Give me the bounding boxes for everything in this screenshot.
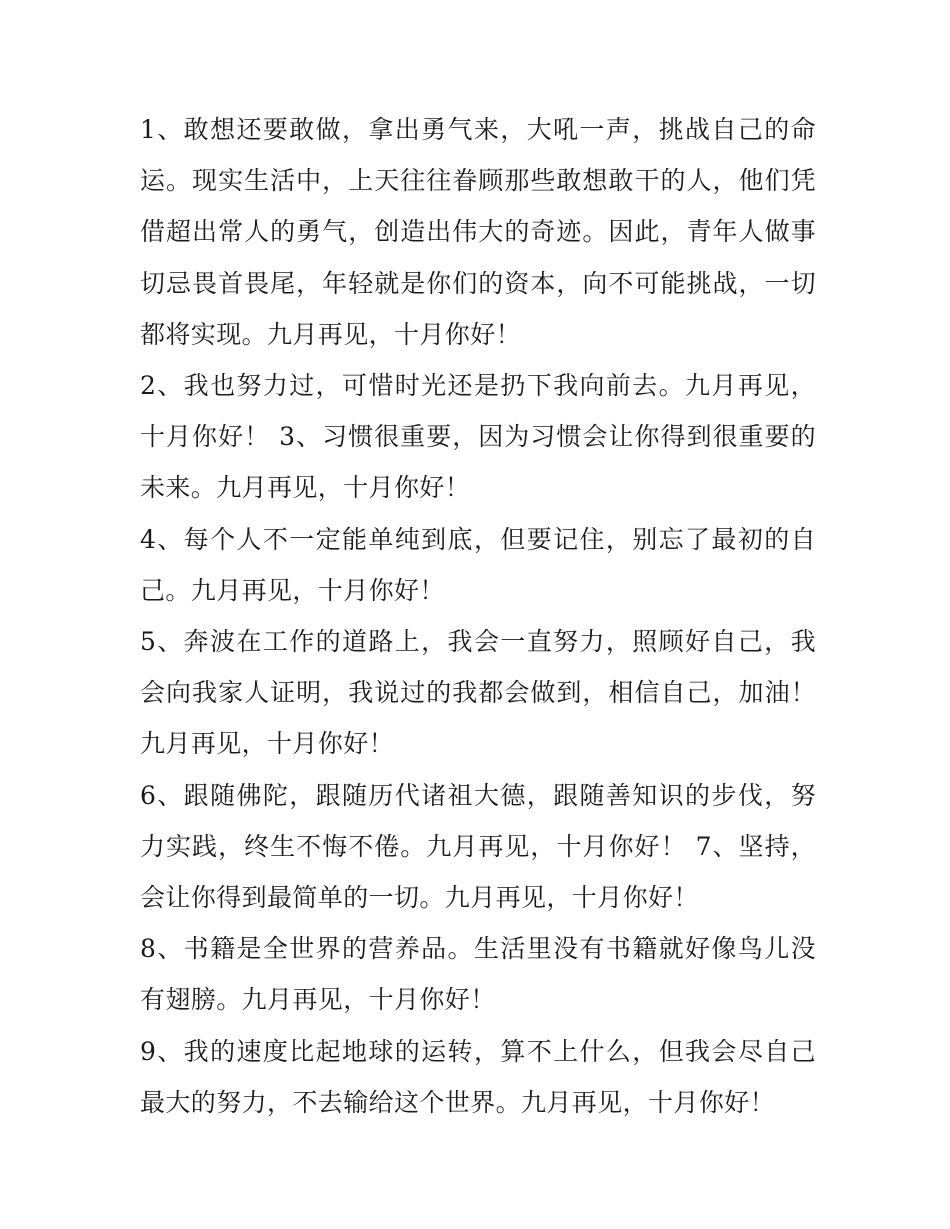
- paragraph-2: 2、我也努力过，可惜时光还是扔下我向前去。九月再见，十月你好！ 3、习惯很重要，因为习惯会让你得到很重要的未来。九月再见，十月你好！: [140, 371, 816, 503]
- paragraph-4: 5、奔波在工作的道路上，我会一直努力，照顾好自己，我会向我家人证明，我说过的我都会做到，相信自己，加油！九月再见，十月你好！: [140, 627, 816, 759]
- paragraph-7: 9、我的速度比起地球的运转，算不上什么，但我会尽自己最大的努力，不去输给这个世界。九月再见，十月你好！: [140, 1036, 816, 1117]
- paragraph-6: 8、书籍是全世界的营养品。生活里没有书籍就好像鸟儿没有翅膀。九月再见，十月你好！: [140, 934, 816, 1015]
- paragraph-1: 1、敢想还要敢做，拿出勇气来，大吼一声，挑战自己的命运。现实生活中，上天往往眷顾那些敢想敢干的人，他们凭借超出常人的勇气，创造出伟大的奇迹。因此，青年人做事切忌畏首畏尾，年轻就是你们的资本，向不可能挑战，一切都将实现。九月再见，十月你好！: [140, 115, 816, 349]
- paragraph-5: 6、跟随佛陀，跟随历代诸祖大德，跟随善知识的步伐，努力实践，终生不悔不倦。九月再见，十月你好！ 7、坚持，会让你得到最简单的一切。九月再见，十月你好！: [140, 780, 816, 913]
- paragraph-3: 4、每个人不一定能单纯到底，但要记住，别忘了最初的自己。九月再见，十月你好！: [140, 524, 816, 605]
- document-body: [140, 104, 816, 1128]
